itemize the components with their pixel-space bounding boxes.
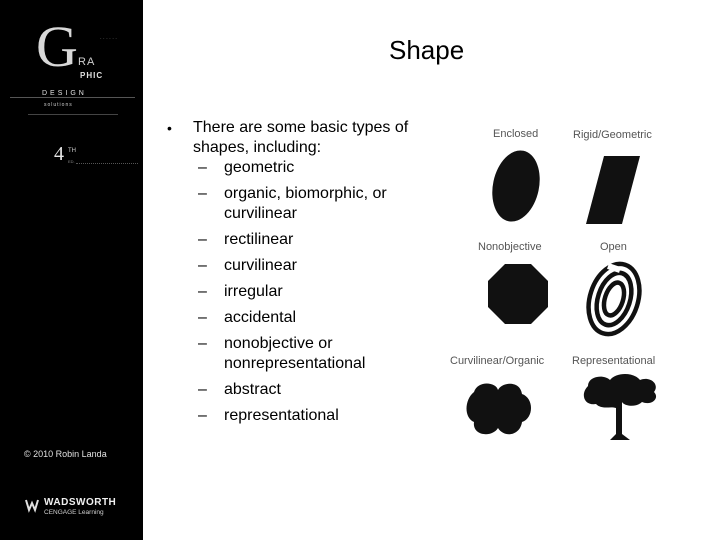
logo-letters-ra: RA bbox=[78, 56, 96, 68]
sub-item-text: accidental bbox=[224, 309, 297, 326]
slide-title: Shape bbox=[389, 35, 465, 65]
sub-item-abstract bbox=[163, 380, 423, 400]
label-open: Open bbox=[600, 241, 627, 253]
representational-tree-shape bbox=[580, 372, 662, 442]
wadsworth-logo-icon bbox=[24, 497, 40, 513]
nonobjective-octagon-shape bbox=[486, 262, 550, 326]
sub-item-accidental bbox=[163, 308, 423, 328]
dash-marker: – bbox=[198, 231, 207, 248]
sub-item-representational bbox=[163, 406, 423, 426]
sub-item-text: organic, biomorphic, or curvilinear bbox=[224, 185, 387, 222]
label-rigid-geometric: Rigid/Geometric bbox=[573, 129, 652, 141]
logo-divider-2 bbox=[28, 114, 118, 115]
sub-item-organic bbox=[163, 184, 423, 224]
logo-letter-g: G bbox=[36, 14, 78, 79]
edition-ed: ED. bbox=[68, 159, 75, 164]
dash-marker: – bbox=[198, 283, 207, 300]
edition-suffix: TH bbox=[68, 148, 76, 154]
dash-marker: – bbox=[198, 257, 207, 274]
logo-solutions: solutions bbox=[44, 102, 73, 108]
dash-marker: – bbox=[198, 309, 207, 326]
logo-divider bbox=[10, 97, 135, 98]
publisher-name: WADSWORTH bbox=[44, 497, 117, 508]
label-nonobjective: Nonobjective bbox=[478, 241, 542, 253]
bullet-list bbox=[163, 118, 423, 426]
sub-item-curvilinear bbox=[163, 256, 423, 276]
shapes-illustration bbox=[448, 120, 668, 446]
curvilinear-blob-shape bbox=[464, 378, 536, 438]
bullet-item bbox=[163, 118, 423, 158]
sub-item-text: curvilinear bbox=[224, 257, 297, 274]
logo-dots: · · · · · · bbox=[100, 36, 117, 42]
label-curvilinear-organic: Curvilinear/Organic bbox=[450, 355, 545, 367]
sub-item-text: rectilinear bbox=[224, 231, 294, 248]
publisher-subtitle: CENGAGE Learning bbox=[44, 509, 104, 516]
dash-marker: – bbox=[198, 185, 207, 202]
rigid-parallelogram-shape bbox=[582, 154, 644, 226]
dash-marker: – bbox=[198, 159, 207, 176]
sub-item-nonobjective bbox=[163, 334, 423, 374]
bullet-text: There are some basic types of shapes, including: bbox=[193, 119, 409, 156]
dash-marker: – bbox=[198, 381, 207, 398]
sub-item-text: abstract bbox=[224, 381, 281, 398]
sub-item-text: representational bbox=[224, 407, 339, 424]
sub-item-rectilinear bbox=[163, 230, 423, 250]
open-spiral-shape bbox=[584, 258, 644, 340]
edition-number: 4 bbox=[54, 143, 64, 165]
dash-marker: – bbox=[198, 407, 207, 424]
label-representational: Representational bbox=[572, 355, 656, 367]
sub-item-text: irregular bbox=[224, 283, 283, 300]
dash-marker: – bbox=[198, 335, 207, 352]
sidebar bbox=[0, 0, 143, 540]
copyright-text: © 2010 Robin Landa bbox=[24, 449, 107, 459]
enclosed-oval-shape bbox=[488, 146, 544, 226]
sub-item-irregular bbox=[163, 282, 423, 302]
sub-item-geometric bbox=[163, 158, 423, 178]
sub-item-text: nonobjective or nonrepresentational bbox=[224, 335, 366, 372]
logo-letters-phic: PHIC bbox=[80, 71, 104, 80]
label-enclosed: Enclosed bbox=[493, 128, 539, 140]
sub-item-text: geometric bbox=[224, 159, 295, 176]
edition-line bbox=[76, 163, 138, 164]
bullet-marker: • bbox=[167, 120, 172, 136]
logo-design: DESIGN bbox=[42, 90, 87, 97]
